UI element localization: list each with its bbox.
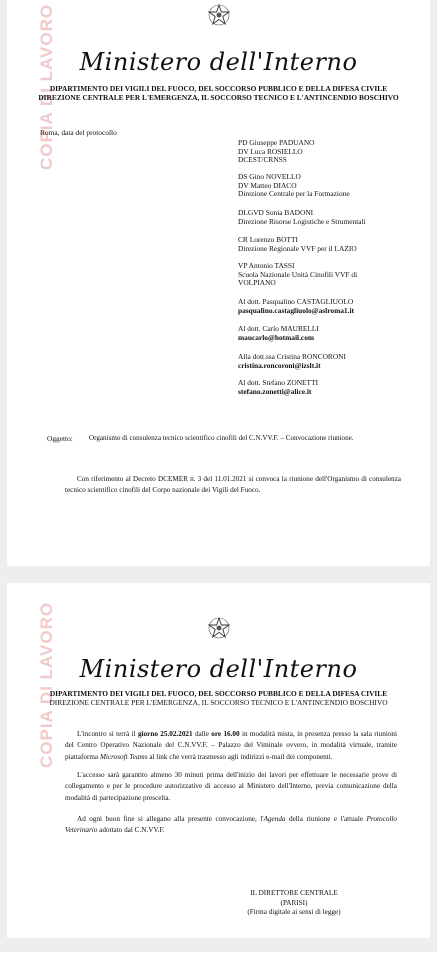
email-link[interactable]: pasqualino.castagliuolo@aslroma1.it — [238, 305, 354, 315]
recipient-3: DLGVD Sonia BADONI Direzione Risorse Logistiche e Strumentali — [238, 208, 366, 226]
state-emblem-icon — [208, 617, 230, 639]
ministry-title: Ministero dell'Interno — [79, 48, 358, 76]
document-page-1 — [7, 0, 430, 566]
recipient-9: Al dott. Stefano ZONETTI stefano.zonetti@alice.it — [238, 378, 319, 396]
place-date: Roma, data del protocollo — [40, 128, 117, 137]
state-emblem-icon — [208, 4, 230, 26]
signature-note: (Firma digitale ai sensi di legge) — [247, 908, 341, 916]
email-link[interactable]: maucarlo@hotmail.com — [238, 332, 315, 342]
watermark: COPIA DI LAVORO — [37, 601, 56, 768]
ministry-title: Ministero dell'Interno — [79, 655, 358, 683]
body-paragraph-3: Ad ogni buon fine si allegano alla presente convocazione, l'Agenda della riunione e l'attuale Protocollo Veterinario adottato dal C.N.VV.F. — [65, 815, 398, 835]
recipient-2: DS Gino NOVELLO DV Matteo DIACO Direzione Centrale per la Formazione — [238, 172, 350, 199]
recipient-1: PD Giuseppe PADUANO DV Luca ROSIELLO DCEST/CRNSS — [238, 138, 315, 165]
recipient-8: Alla dott.ssa Cristina RONCORONI cristina.roncoroni@izslt.it — [238, 352, 346, 370]
intro-paragraph: Con riferimento al Decreto DCEMER n. 3 del 11.01.2021 si convoca la riunione dell'Organismo di consulenza tecnico scientifico cinofili del Corpo nazionale dei Vigili del Fuoco. — [65, 475, 401, 495]
signature-block — [234, 889, 354, 918]
recipient-5: VP Antonio TASSI Scuola Nazionale Unità Cinofili VVF di VOLPIANO — [238, 261, 358, 288]
subject-text: Organismo di consulenza tecnico scientifico cinofili del C.N.VV.F. – Convocazione riunione. — [89, 434, 354, 442]
signature-name: (PARISI) — [280, 898, 308, 907]
email-link[interactable]: stefano.zonetti@alice.it — [238, 386, 312, 396]
recipient-6: Al dott. Pasqualino CASTAGLIUOLO pasqualino.castagliuolo@aslroma1.it — [238, 297, 354, 315]
bottom-bar — [0, 952, 437, 963]
email-link[interactable]: cristina.roncoroni@izslt.it — [238, 360, 321, 370]
watermark: COPIA DI LAVORO — [37, 3, 56, 170]
subject-label: Oggetto: — [47, 434, 73, 443]
department-name: DIPARTIMENTO DEI VIGILI DEL FUOCO, DEL SOCCORSO PUBBLICO E DELLA DIFESA CIVILE DIREZIONE CENTRALE PER L'EMERGENZA, IL SOCCORSO TECNICO E L'ANTINCENDIO BOSCHIVO — [49, 689, 388, 707]
document-page-2 — [7, 583, 430, 938]
recipient-4: CR Lorenzo BOTTI Direzione Regionale VVF per il LAZIO — [238, 235, 357, 253]
signature-title: IL DIRETTORE CENTRALE — [250, 889, 338, 897]
department-name: DIPARTIMENTO DEI VIGILI DEL FUOCO, DEL SOCCORSO PUBBLICO E DELLA DIFESA CIVILE DIREZIONE CENTRALE PER L'EMERGENZA, IL SOCCORSO TECNICO E L'ANTINCENDIO BOSCHIVO — [38, 84, 399, 102]
recipient-7: Al dott. Carlo MAURELLI maucarlo@hotmail.com — [238, 324, 319, 342]
body-paragraph-2: L'accesso sarà garantito almeno 30 minuti prima dell'inizio dei lavori per effettuare le necessarie prove di collegamento e per le procedure autorizzative di accesso al Ministero dell'Interno, previa comunicazione della modalità di partecipazione prescelta. — [65, 771, 397, 802]
body-paragraph-1: L'incontro si terrà il giorno 25.02.2021 dalle ore 16.00 in modalità mista, in presenza presso la sala riunioni del Centro Operativo Nazionale del C.N.VV.F. – Palazzo del Viminale ovvero, in modalità virtuale, tramite piattaforma Microsoft Teams al link che verrà trasmesso agli indirizzi e-mail dei componenti. — [65, 730, 398, 761]
